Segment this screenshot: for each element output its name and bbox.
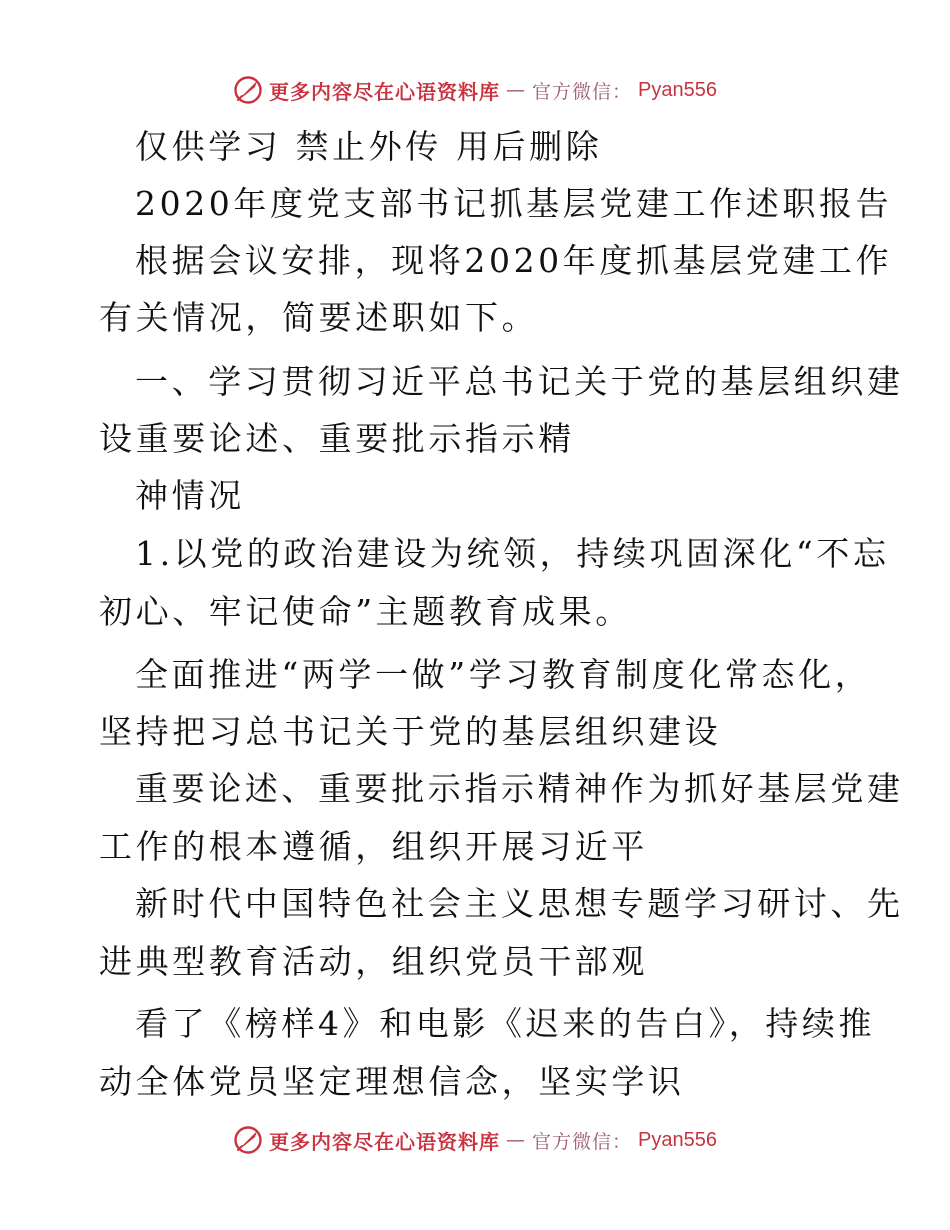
paragraph-line: 动全体党员坚定理想信念，坚实学识 <box>99 1062 685 1101</box>
section-heading-line: 神情况 <box>135 476 245 515</box>
paragraph-line: 重要论述、重要批示指示精神作为抓好基层党建 <box>135 769 904 808</box>
watermark-wechat-id: Pyan556 <box>638 78 717 101</box>
paragraph-line: 初心、牢记使命”主题教育成果。 <box>99 592 632 631</box>
paragraph-line: 看了《榜样4》和电影《迟来的告白》，持续推 <box>135 1004 876 1043</box>
watermark-site-text: 更多内容尽在心语资料库 <box>269 79 500 104</box>
watermark-wechat-id: Pyan556 <box>638 1128 717 1151</box>
paragraph-line: 1.以党的政治建设为统领，持续巩固深化“不忘 <box>135 534 890 573</box>
paragraph-line: 进典型教育活动，组织党员干部观 <box>99 942 648 981</box>
watermark-wechat-label: 官方微信： <box>532 1130 633 1153</box>
notice-line: 仅供学习 禁止外传 用后删除 <box>135 127 603 166</box>
quill-pen-logo-icon <box>233 75 263 105</box>
footer-watermark-banner <box>0 1120 950 1160</box>
paragraph-line: 工作的根本遵循，组织开展习近平 <box>99 827 648 866</box>
watermark-site-text: 更多内容尽在心语资料库 <box>269 1129 500 1154</box>
watermark-wechat-label: 官方微信： <box>532 80 633 103</box>
paragraph-line: 新时代中国特色社会主义思想专题学习研讨、先 <box>135 884 904 923</box>
document-title: 2020年度党支部书记抓基层党建工作述职报告 <box>135 184 893 223</box>
watermark-dash: — <box>506 79 526 101</box>
section-heading-line: 一、学习贯彻习近平总书记关于党的基层组织建 <box>135 362 904 401</box>
quill-pen-logo-icon <box>233 1125 263 1155</box>
watermark-dash: — <box>506 1129 526 1151</box>
paragraph-line: 全面推进“两学一做”学习教育制度化常态化， <box>135 655 872 694</box>
header-watermark-banner <box>0 70 950 110</box>
paragraph-line: 根据会议安排，现将2020年度抓基层党建工作 <box>135 241 893 280</box>
section-heading-line: 设重要论述、重要批示指示精 <box>99 419 575 458</box>
paragraph-line: 坚持把习总书记关于党的基层组织建设 <box>99 712 722 751</box>
paragraph-line: 有关情况，简要述职如下。 <box>99 298 539 337</box>
